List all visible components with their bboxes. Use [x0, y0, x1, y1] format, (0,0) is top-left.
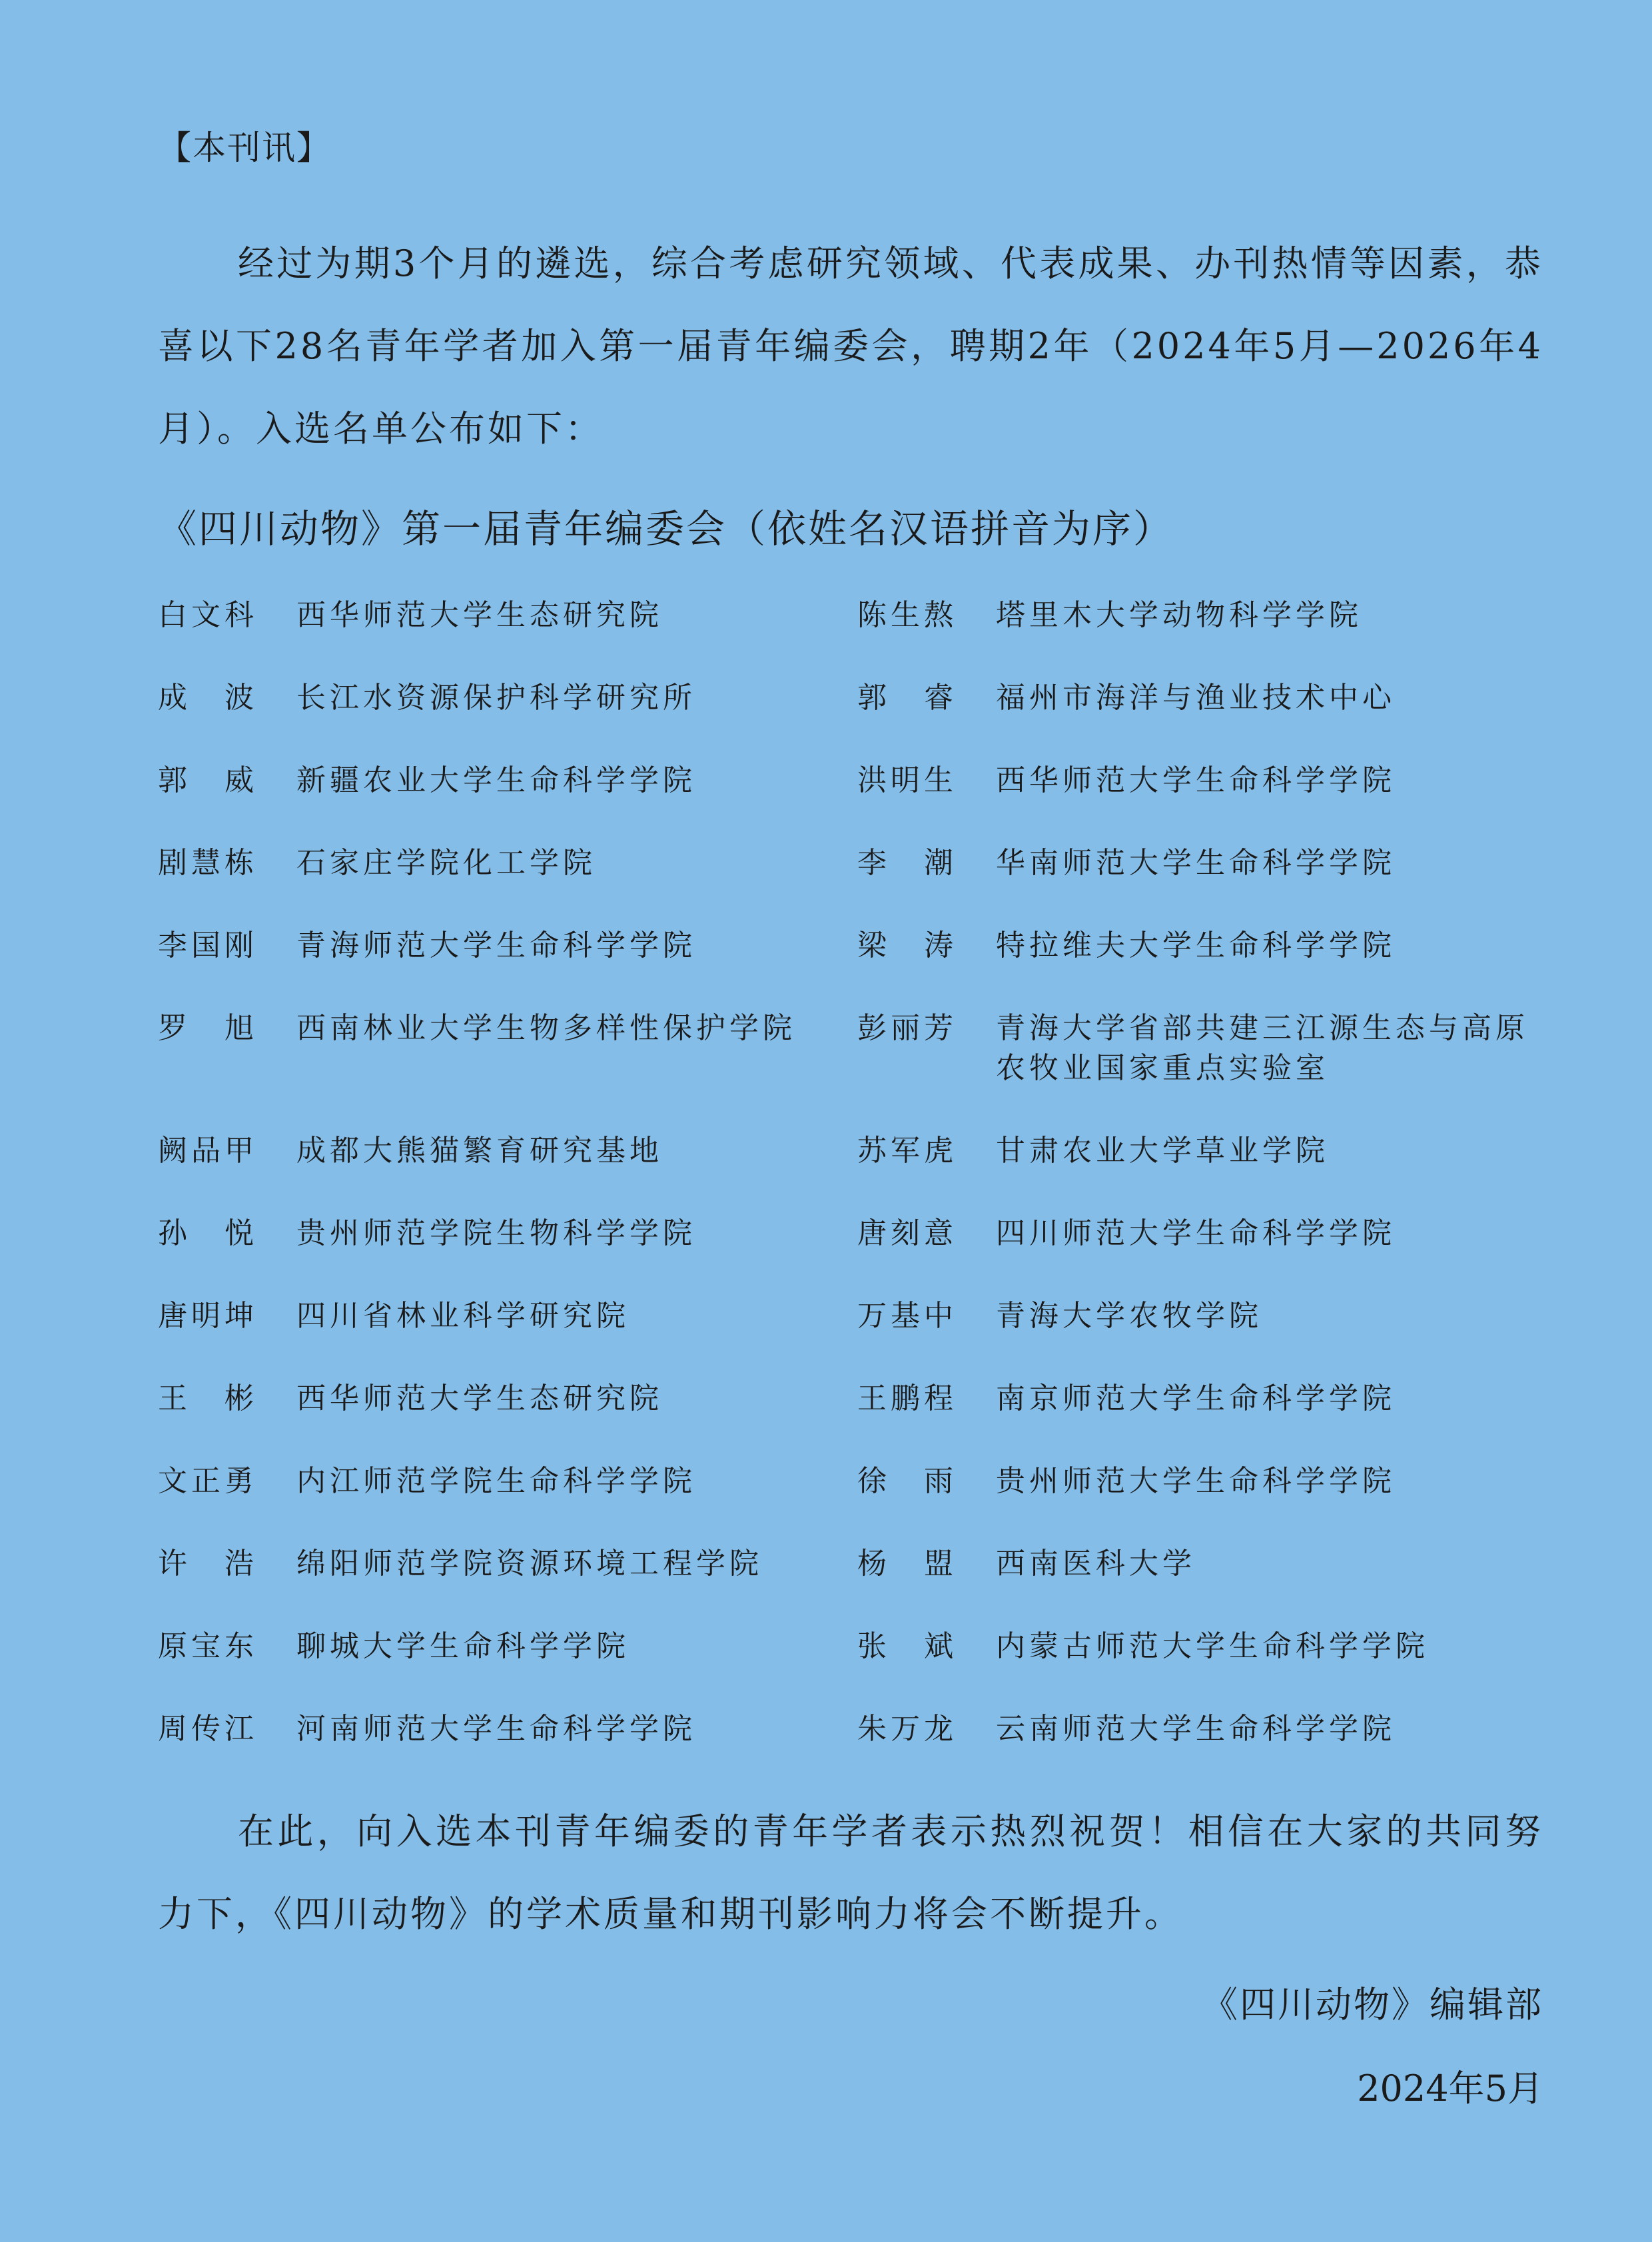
member-institution: 内江师范学院生命科学学院	[296, 1464, 696, 1498]
member-institution: 西华师范大学生命科学学院	[996, 763, 1396, 797]
signature-date: 2024年5月	[1357, 2067, 1543, 2109]
member-entry	[857, 1544, 1543, 1627]
member-name: 王鹏程	[857, 1381, 957, 1415]
member-institution: 贵州师范大学生命科学学院	[996, 1464, 1396, 1498]
closing-paragraph: 在此，向入选本刊青年编委的青年学者表示热烈祝贺！相信在大家的共同努力下，《四川动物》的学术质量和期刊影响力将会不断提升。	[158, 1810, 1543, 1935]
member-entry	[857, 1627, 1543, 1709]
member-institution: 内蒙古师范大学生命科学学院	[996, 1629, 1429, 1663]
member-entry	[158, 1296, 857, 1379]
member-institution: 华南师范大学生命科学学院	[996, 846, 1396, 880]
member-entry	[158, 1627, 857, 1709]
member-entry	[857, 1709, 1543, 1756]
member-name: 朱万龙	[857, 1712, 957, 1746]
member-entry	[857, 761, 1543, 843]
member-name: 张 斌	[857, 1629, 957, 1663]
member-institution: 西南林业大学生物多样性保护学院	[296, 1011, 796, 1045]
member-entry	[158, 1544, 857, 1627]
member-entry	[158, 1008, 857, 1131]
member-name: 万基中	[857, 1299, 957, 1333]
member-name: 杨 盟	[857, 1547, 957, 1581]
signature-editorial-office: 《四川动物》编辑部	[1202, 1984, 1543, 2026]
member-entry	[158, 843, 857, 926]
member-name: 剧慧栋	[158, 846, 258, 880]
member-institution: 聊城大学生命科学学院	[296, 1629, 629, 1663]
member-entry	[158, 1379, 857, 1461]
member-institution: 西华师范大学生态研究院	[296, 598, 663, 632]
member-name: 罗 旭	[158, 1011, 258, 1045]
member-institution: 新疆农业大学生命科学学院	[296, 763, 696, 797]
member-entry	[857, 1379, 1543, 1461]
member-name: 苏军虎	[857, 1134, 957, 1168]
member-institution: 青海大学农牧学院	[996, 1299, 1262, 1333]
member-name: 周传江	[158, 1712, 258, 1746]
member-entry	[857, 678, 1543, 761]
member-institution: 甘肃农业大学草业学院	[996, 1134, 1329, 1168]
member-list	[158, 595, 1543, 1756]
member-institution: 石家庄学院化工学院	[296, 846, 596, 880]
member-entry	[158, 1709, 857, 1756]
member-name: 唐明坤	[158, 1299, 258, 1333]
announcement-page	[158, 127, 1543, 2115]
member-institution: 西华师范大学生态研究院	[296, 1381, 663, 1415]
member-name: 郭 睿	[857, 681, 957, 715]
member-name: 李 潮	[857, 846, 957, 880]
member-name: 成 波	[158, 681, 258, 715]
member-name: 唐刻意	[857, 1216, 957, 1250]
member-entry	[857, 1461, 1543, 1544]
member-entry	[857, 1214, 1543, 1296]
member-entry	[857, 1131, 1543, 1214]
member-name: 洪明生	[857, 763, 957, 797]
member-institution: 云南师范大学生命科学学院	[996, 1712, 1396, 1746]
member-entry	[857, 1296, 1543, 1379]
member-name: 许 浩	[158, 1547, 258, 1581]
member-entry	[158, 678, 857, 761]
member-institution: 贵州师范学院生物科学学院	[296, 1216, 696, 1250]
member-name: 文正勇	[158, 1464, 258, 1498]
member-entry	[857, 595, 1543, 678]
member-institution: 南京师范大学生命科学学院	[996, 1381, 1396, 1415]
member-name: 郭 威	[158, 763, 258, 797]
member-name: 王 彬	[158, 1381, 258, 1415]
intro-paragraph: 经过为期3个月的遴选，综合考虑研究领域、代表成果、办刊热情等因素，恭喜以下28名青年学者加入第一届青年编委会，聘期2年（2024年5月—2026年4月）。入选名单公布如下：	[158, 242, 1543, 450]
member-institution: 西南医科大学	[996, 1547, 1196, 1581]
section-tag: 【本刊讯】	[158, 129, 331, 167]
member-entry	[158, 595, 857, 678]
member-entry	[857, 843, 1543, 926]
member-institution: 四川省林业科学研究院	[296, 1299, 629, 1333]
member-entry	[158, 761, 857, 843]
member-name: 阙品甲	[158, 1134, 258, 1168]
member-name: 梁 涛	[857, 929, 957, 962]
member-name: 陈生熬	[857, 598, 957, 632]
member-entry	[158, 1461, 857, 1544]
member-institution: 绵阳师范学院资源环境工程学院	[296, 1547, 763, 1581]
member-name: 李国刚	[158, 929, 258, 962]
member-name: 孙 悦	[158, 1216, 258, 1250]
member-name: 白文科	[158, 598, 258, 632]
member-name: 徐 雨	[857, 1464, 957, 1498]
member-institution: 河南师范大学生命科学学院	[296, 1712, 696, 1746]
member-name: 原宝东	[158, 1629, 258, 1663]
member-institution: 四川师范大学生命科学学院	[996, 1216, 1396, 1250]
member-entry	[857, 926, 1543, 1008]
member-name: 彭丽芳	[857, 1011, 957, 1045]
member-institution: 青海大学省部共建三江源生态与高原农牧业国家重点实验室	[996, 1011, 1529, 1085]
member-institution: 特拉维夫大学生命科学学院	[996, 929, 1396, 962]
member-entry	[158, 1214, 857, 1296]
member-institution: 长江水资源保护科学研究所	[296, 681, 696, 715]
member-entry	[857, 1008, 1543, 1131]
member-institution: 福州市海洋与渔业技术中心	[996, 681, 1396, 715]
member-entry	[158, 1131, 857, 1214]
member-institution: 成都大熊猫繁育研究基地	[296, 1134, 663, 1168]
member-institution: 青海师范大学生命科学学院	[296, 929, 696, 962]
member-institution: 塔里木大学动物科学学院	[996, 598, 1362, 632]
member-entry	[158, 926, 857, 1008]
list-title: 《四川动物》第一届青年编委会（依姓名汉语拼音为序）	[158, 506, 1174, 552]
